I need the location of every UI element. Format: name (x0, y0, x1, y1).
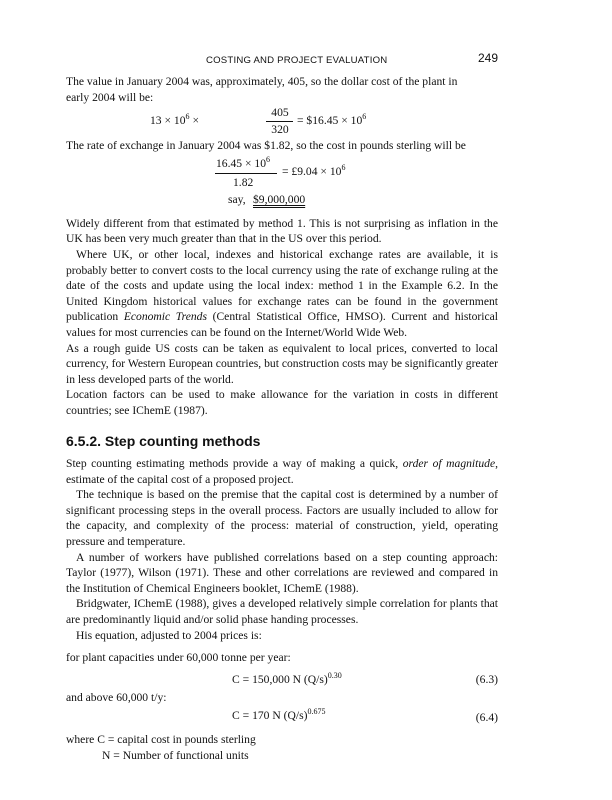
equation-sterling-cost (66, 154, 498, 208)
running-head (66, 50, 498, 66)
eq1-denominator: 320 (271, 123, 289, 137)
where-c-definition: where C = capital cost in pounds sterling (66, 733, 256, 747)
page-number: 249 (477, 51, 498, 65)
eq4-expression: C = 170 N $(Q/s)^{0.675}$ (232, 707, 326, 723)
eq1-left: $13 \times 10^6$ × (150, 112, 199, 128)
capacity-above-label: and above 60,000 t/y: (66, 690, 167, 704)
equation-6-3 (66, 666, 498, 690)
capacity-under-label: for plant capacities under 60,000 tonne per year: (66, 651, 291, 665)
equation-dollar-cost (66, 105, 498, 137)
paragraph-rough-guide: As a rough guide US costs can be taken as equivalent to local prices, converted to local currency, for Western European countries, but construction costs may be significantly greater in less developed parts of the world. (66, 341, 498, 386)
eq3-number: (6.3) (475, 672, 498, 686)
paragraph-his-equation: His equation, adjusted to 2004 prices is: (76, 628, 262, 642)
intro-paragraph (66, 74, 498, 105)
page-body (66, 74, 498, 764)
paragraph-where-uk: Where UK, or other local, indexes and historical exchange rates are available, it is probably better to convert costs to the local currency using the rate of exchange ruling at the date of the costs and update using the local index: method 1 in the Example 6.2. In the United Kingdom historical values for exchange rates can be found in the government publication Economic Trends (Central Statistical Office, HMSO). Current and historical values for most currencies can be found on the Internet/World Wide Web. (66, 247, 498, 339)
running-title: COSTING AND PROJECT EVALUATION (206, 55, 388, 66)
eq2-fraction-bar (215, 173, 277, 174)
eq2-right: = £9.04 × $10^6$ (282, 162, 346, 178)
eq2-numerator: $16.45 \times 10^6$ (216, 154, 271, 170)
eq2-say: say, (228, 192, 246, 206)
eq3-expression: C = 150,000 N $(Q/s)^{0.30}$ (232, 670, 342, 686)
eq1-numerator: 405 (271, 106, 289, 120)
paragraph-technique: The technique is based on the premise that the capital cost is determined by a number of significant processing steps in the overall process. Factors are usually included to allow for the capacity, and complexity of the process: material of construction, yield, operating pressure and temperature. (66, 488, 498, 549)
exchange-rate-sentence: The rate of exchange in January 2004 was $1.82, so the cost in pounds sterling will be (66, 139, 466, 153)
section-heading: 6.5.2. Step counting methods (66, 432, 261, 449)
paragraph-workers: A number of workers have published correlations based on a step counting approach: Taylor (1977), Wilson (1971). These and other correlations are reviewed and compared in the Institution of Chemical Engineers booklet, IChemE (1988). (66, 550, 498, 595)
paragraph-location-factors: Location factors can be used to make allowance for the variation in costs in different countries; see IChemE (1987). (66, 388, 498, 417)
paragraph-step-counting-intro: Step counting estimating methods provide a way of making a quick, order of magnitude, estimate of the capital cost of a proposed project. (66, 457, 498, 486)
eq4-number: (6.4) (475, 711, 498, 725)
paragraph-bridgwater: Bridgwater, IChemE (1988), gives a developed relatively simple correlation for plants that are predominantly liquid and/or solid phase handing processes. (66, 597, 498, 627)
intro-line-1: The value in January 2004 was, approximately, 405, so the dollar cost of the plant in (66, 75, 458, 88)
paragraph-widely-different: Widely different from that estimated by method 1. This is not surprising as inflation in the UK has been very much greater than that in the US over this period. (66, 216, 498, 246)
equation-6-4 (66, 705, 498, 729)
eq2-result: $9,000,000 (253, 192, 306, 206)
eq1-right: = $16.45 × $10^6$ (297, 112, 367, 128)
intro-line-2: early 2004 will be: (66, 90, 154, 104)
where-n-definition: N = Number of functional units (102, 749, 249, 762)
eq2-denominator: 1.82 (233, 175, 254, 189)
